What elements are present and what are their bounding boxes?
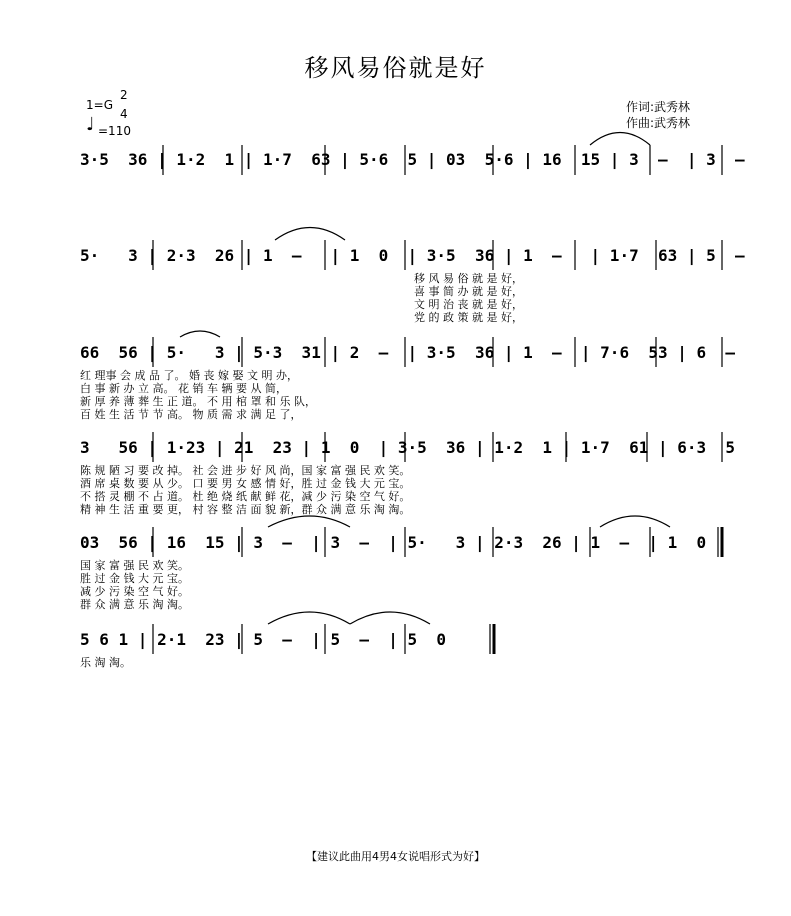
tempo-marking: =110 [98, 124, 131, 138]
lyricist-credit: 作词:武秀林 [626, 100, 691, 114]
lyric-line: 新 厚 养 薄 葬 生 正 道。 不 用 棺 罩 和 乐 队， [80, 395, 316, 408]
quarter-note-icon: ♩ [86, 114, 95, 135]
lyric-line: 群 众 满 意 乐 淘 淘。 [80, 598, 189, 611]
song-title: 移风易俗就是好 [304, 54, 487, 82]
lyric-line: 红 理事 会 成 品 了。 婚 丧 嫁 娶 文 明 办， [80, 369, 298, 382]
lyric-line: 精 神 生 活 重 要 更， 村 容 整 洁 面 貌 新，群 众 满 意 乐 淘 淘。 [80, 503, 411, 516]
lyric-line: 不 搭 灵 棚 不 占 道。 杜 绝 烧 纸 献 鲜 花，减 少 污 染 空 气 好。 [80, 490, 411, 503]
notation-row-2: 5· 3 | 2·3 26 | 1 – | 1 0 | 3·5 36 | 1 – | 1·7 63 | 5 – [80, 246, 745, 265]
lyric-line: 陈 规 陋 习 要 改 掉。 社 会 进 步 好 风 尚，国 家 富 强 民 欢 笑。 [80, 464, 411, 477]
lyric-line: 国 家 富 强 民 欢 笑。 [80, 559, 189, 572]
notation-row-5: 03 56 | 16 15 | 3 – | 3 – | 5· 3 | 2·3 26 | 1 – | 1 0 [80, 533, 707, 552]
notation-row-4: 3 56 | 1·23 | 21 23 | 1 0 | 3·5 36 | 1·2 1 | 1·7 61 | 6·3 5 [80, 438, 736, 457]
notation-row-1: 3·5 36 | 1·2 1 | 1·7 63 | 5·6 5 | 03 5·6 | 16 15 | 3 – | 3 – [80, 150, 745, 169]
key-signature: 1=G [86, 98, 113, 112]
notation-row-3: 66 56 | 5· 3 | 5·3 31 | 2 – | 3·5 36 | 1 – | 7·6 53 | 6 – [80, 343, 736, 362]
performance-note: 【建议此曲用4男4女说唱形式为好】 [306, 850, 485, 863]
lyric-line: 酒 席 桌 数 要 从 少。 口 要 男 女 感 情 好，胜 过 金 钱 大 元 宝。 [80, 477, 411, 490]
lyric-line: 文 明 治 丧 就 是 好， [414, 298, 523, 311]
lyric-line: 党 的 政 策 就 是 好， [414, 311, 523, 324]
time-signature-top: 2 [120, 88, 128, 102]
lyric-line: 胜 过 金 钱 大 元 宝。 [80, 572, 189, 585]
composer-credit: 作曲:武秀林 [626, 116, 691, 130]
lyric-line: 乐 淘 淘。 [80, 656, 131, 669]
notation-row-6: 5 6 1 | 2·1 23 | 5 – | 5 – | 5 0 [80, 630, 447, 649]
lyric-line: 减 少 污 染 空 气 好。 [80, 585, 189, 598]
lyric-line: 百 姓 生 活 节 节 高。 物 质 需 求 满 足 了， [80, 408, 302, 421]
lyric-line: 移 风 易 俗 就 是 好， [414, 272, 523, 285]
time-signature-bottom: 4 [120, 107, 128, 121]
lyric-line: 喜 事 简 办 就 是 好， [414, 285, 523, 298]
lyric-line: 白 事 新 办 立 高。 花 销 车 辆 要 从 简， [80, 382, 287, 395]
